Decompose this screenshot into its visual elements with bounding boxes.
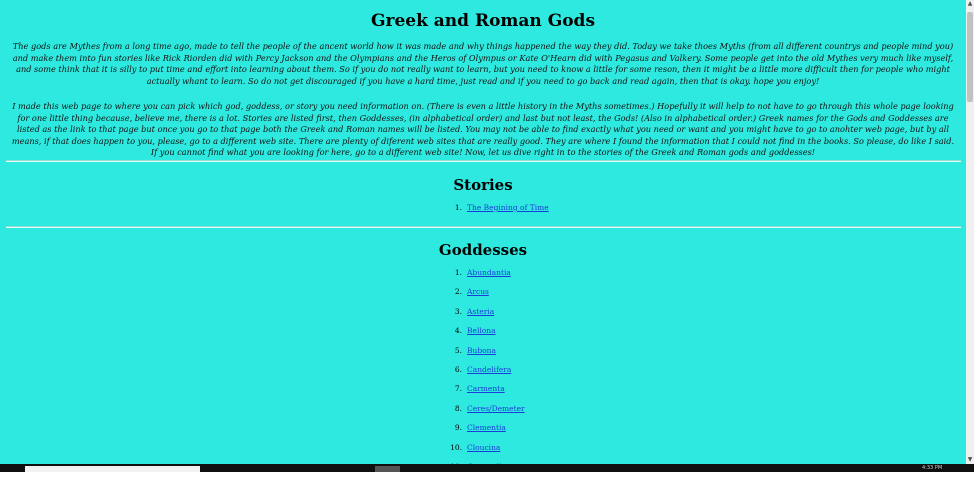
taskbar	[0, 464, 974, 472]
list-item	[383, 423, 583, 442]
list-number: 9.	[454, 423, 462, 433]
list-number: 7.	[454, 384, 462, 394]
list-number: 6.	[454, 364, 462, 374]
goddesses-list	[383, 268, 583, 481]
intro-paragraph-2: I made this web page to where you can pick which god, goddess, or story you need information on. (There is even a little history in the Myths sometimes.) Hopefully it will help to not have to go through this whole page looking for one little thing because, believe me, there is a lot. Stories are listed first, then Goddesses, (in alphabetical order) and last but not least, the Gods! (Also in alphabetical order.) Greek names for the Gods and Goddesses are listed as the link to that page but once you go to that page both the Greek and Roman names will be listed. You may not be able to find exactly what you need or want and you might have to go to anohter web page, but by all means, if that does happen to you, please, go to a different web site. There are plenty of diferent web sites that are really good. They are where I found the information that I could not find in the books. So please, do like I said. If you cannot find what you are looking for here, go to a different web site! Now, let us dive right in to the stories of the Greek and Roman gods and goddesses!	[11, 101, 955, 157]
goddess-link[interactable]: Ceres/Demeter	[467, 403, 525, 413]
goddess-link[interactable]: Carmenta	[467, 384, 505, 394]
list-item	[383, 203, 583, 222]
scrollbar-thumb[interactable]	[967, 12, 973, 102]
vertical-scrollbar[interactable]	[966, 0, 974, 472]
list-item	[383, 404, 583, 423]
list-number: 1.	[454, 268, 462, 277]
list-item	[383, 307, 583, 326]
triangle-up-icon[interactable]: ▲	[967, 0, 973, 7]
list-number: 5.	[454, 345, 462, 355]
taskbar-item[interactable]	[375, 466, 400, 472]
list-item	[383, 384, 583, 403]
goddess-link[interactable]: Clementia	[467, 423, 506, 433]
list-number: 1.	[454, 203, 462, 212]
list-item	[383, 443, 583, 462]
tray-clock: 4:33 PM	[922, 465, 943, 471]
list-item	[383, 365, 583, 384]
goddess-link[interactable]: Bubona	[467, 345, 496, 355]
list-item	[383, 287, 583, 306]
list-number: 8.	[454, 403, 462, 413]
intro-paragraph-1: The gods are Mythes from a long time ago, made to tell the people of the ancent world how it was made and why things happened the way they did. Today we take thoes Myths (from all different countrys and people mind you) and make them into fun stories like Rick Riorden did with Percy Jackson and the Olympians and the Heros of Olympus or Kate O'Hearn did with Pegasus and Valkery. Some people get into the old Mythes very much like myself, and some think that it is silly to put time and effort into learning about them. So if you do not really want to learn, but you need to know a little for some reson, then it might be a little more difficult then for people who might actually whant to learn. So do not get discouraged if you have a hard time, just read and if you need to go back and read again, then that is okay. hope you enjoy!	[12, 41, 954, 86]
stories-heading: Stories	[453, 176, 513, 194]
goddess-link[interactable]: Arcus	[467, 287, 489, 297]
list-item	[383, 268, 583, 287]
list-item	[383, 326, 583, 345]
goddesses-heading: Goddesses	[438, 241, 528, 259]
taskbar-item[interactable]	[25, 466, 200, 472]
list-number: 3.	[454, 306, 462, 316]
list-number: 4.	[454, 326, 462, 336]
list-number: 2.	[454, 287, 462, 297]
triangle-down-icon[interactable]: ▼	[967, 456, 973, 463]
stories-list	[383, 203, 583, 222]
story-link[interactable]: The Begining of Time	[467, 203, 549, 212]
list-number: 10.	[450, 442, 462, 452]
goddess-link[interactable]: Asteria	[467, 306, 495, 316]
goddess-link[interactable]: Candelifera	[467, 364, 512, 374]
goddess-link[interactable]: Abundantia	[467, 268, 511, 277]
goddess-link[interactable]: Cloucina	[467, 442, 501, 452]
list-item	[383, 346, 583, 365]
divider	[6, 160, 961, 162]
goddess-link[interactable]: Bellona	[467, 326, 496, 336]
divider	[6, 226, 961, 228]
page-title: Greek and Roman Gods	[370, 11, 596, 31]
